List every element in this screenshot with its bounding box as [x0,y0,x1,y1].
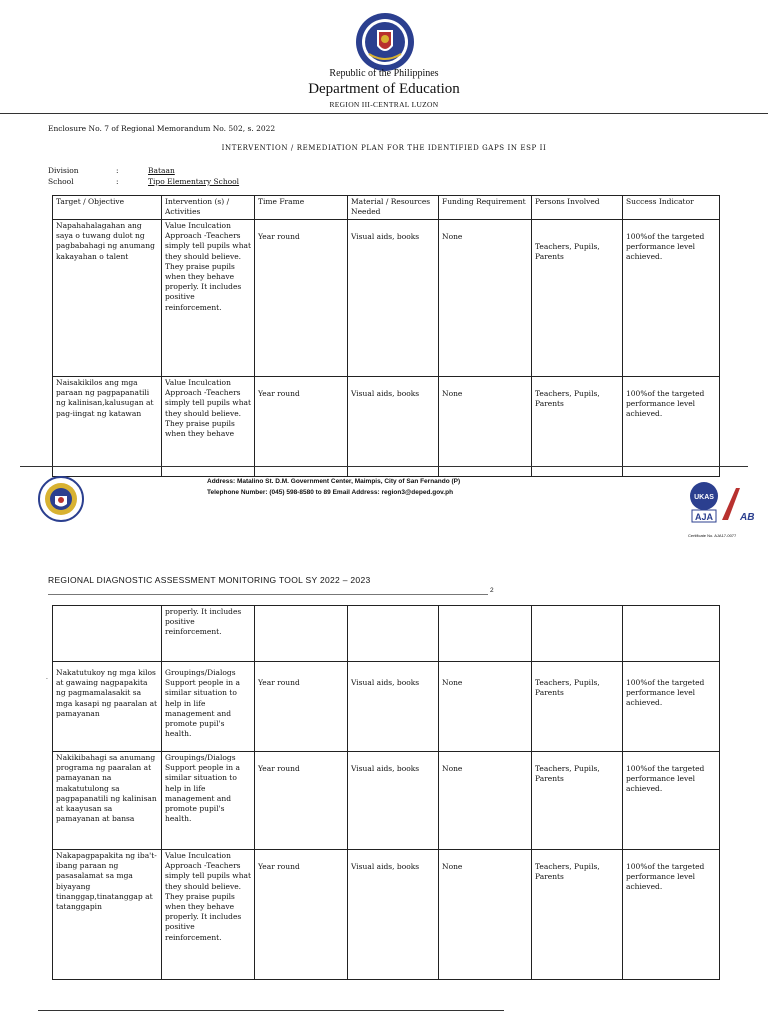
plan-table-page1 [52,195,720,477]
region-heading: REGION III-CENTRAL LUZON [329,100,439,109]
monitoring-rule [48,594,488,595]
cell-persons: Teachers, Pupils, Parents [532,220,623,377]
cell-funding: None [439,662,532,752]
division-colon: : [116,166,119,175]
deped-seal-logo [355,12,415,72]
cell-time-frame: Year round [255,752,348,850]
cell-materials: Visual aids, books [348,220,439,377]
cell-empty [255,606,348,662]
plan-table-page1-frame [52,195,720,463]
cell-intervention: Groupings/Dialogs Support people in a similar situation to help in life management and promote pupil's health. [162,752,255,850]
cell-target: Nakikibahagi sa anumang programa ng paaralan at pamayanan na makatutulong sa pagpapanatili ng kalinisan at kaayusan sa pamayanan at bansa [53,752,162,850]
cell-success: 100%of the targeted performance level achieved. [623,850,720,980]
header-funding: Funding Requirement [439,196,532,220]
republic-heading: Republic of the Philippines [329,68,439,79]
cell-empty [532,606,623,662]
certificate-number: Certificate No. AJA17-0077 [688,533,737,538]
table-row [53,377,720,477]
cell-intervention: Value Inculcation Approach -Teachers simply tell pupils what they should believe. They praise pupils when they behave properly. It includes positive reinforcement. [162,220,255,377]
cell-funding: None [439,752,532,850]
cell-target: Napahahalagahan ang saya o tuwang dulot ng pagbabahagi ng anumang kakayahan o talent [53,220,162,377]
school-label: School [48,177,74,186]
school-colon: : [116,177,119,186]
table-row [53,220,720,377]
cell-funding: None [439,220,532,377]
plan-table-page2 [52,605,720,980]
deped-footer-seal-logo [38,476,84,522]
table-row-continued [53,606,720,662]
cell-time-frame: Year round [255,662,348,752]
cell-time-frame: Year round [255,377,348,477]
cell-materials: Visual aids, books [348,850,439,980]
cell-intervention: Value Inculcation Approach -Teachers simply tell pupils what they should believe. They praise pupils when they behave [162,377,255,477]
plan-title: INTERVENTION / REMEDIATION PLAN FOR THE IDENTIFIED GAPS IN ESP II [221,144,547,152]
cell-empty [439,606,532,662]
school-value: Tipo Elementary School [148,177,240,186]
bottom-rule [38,1010,504,1011]
footer-rule [20,466,748,467]
cell-target: Naisakikilos ang mga paraan ng pagpapanatili ng kalinisan,kalusugan at pag-iingat ng katawan [53,377,162,477]
cell-success: 100%of the targeted performance level achieved. [623,662,720,752]
cell-success: 100%of the targeted performance level achieved. [623,752,720,850]
table-row [53,662,720,752]
page-number: 2 [490,587,494,594]
header-intervention: Intervention (s) / Activities [162,196,255,220]
cell-empty [623,606,720,662]
cell-intervention: Value Inculcation Approach -Teachers simply tell pupils what they should believe. They praise pupils when they behave properly. It includes positive reinforcement. [162,850,255,980]
cell-target: Nakatutukoy ng mga kilos at gawaing nagpapakita ng pagmamalasakit sa mga kasapi ng paaralan at pamayanan [53,662,162,752]
monitoring-tool-title: REGIONAL DIAGNOSTIC ASSESSMENT MONITORING TOOL SY 2022 – 2023 [48,575,371,585]
department-heading: Department of Education [308,81,460,97]
cell-time-frame: Year round [255,220,348,377]
cell-target-empty [53,606,162,662]
cell-empty [348,606,439,662]
cell-materials: Visual aids, books [348,377,439,477]
footer-contact: Telephone Number: (045) 598-8580 to 89 Email Address: region3@deped.gov.ph [207,489,454,496]
footer-address-block [207,476,460,498]
cert-logo-text-ukas: UKAS [694,494,714,501]
certification-logo [688,480,755,530]
header-success: Success Indicator [623,196,720,220]
cert-logo-text-aja: AJA [694,512,714,522]
cell-funding: None [439,850,532,980]
cell-funding: None [439,377,532,477]
table-row [53,850,720,980]
division-label: Division [48,166,79,175]
cell-success: 100%of the targeted performance level achieved. [623,377,720,477]
cell-persons: Teachers, Pupils, Parents [532,662,623,752]
cell-success: 100%of the targeted performance level achieved. [623,220,720,377]
header-target: Target / Objective [53,196,162,220]
margin-mark: · [46,676,48,683]
cell-persons: Teachers, Pupils, Parents [532,752,623,850]
cell-materials: Visual aids, books [348,752,439,850]
header-persons: Persons Involved [532,196,623,220]
cell-persons: Teachers, Pupils, Parents [532,850,623,980]
cell-intervention: Groupings/Dialogs Support people in a similar situation to help in life management and promote pupil's health. [162,662,255,752]
cell-persons: Teachers, Pupils, Parents [532,377,623,477]
header-materials: Material / Resources Needed [348,196,439,220]
header-rule [0,113,768,114]
cell-target: Nakapagpapakita ng iba't-ibang paraan ng pasasalamat sa mga biyayang tinanggap,tinatanggap at tatanggapin [53,850,162,980]
table-header-row [53,196,720,220]
svg-text:AB: AB [740,512,755,523]
division-value: Bataan [148,166,175,175]
cell-intervention-continued: properly. It includes positive reinforcement. [162,606,255,662]
table-row [53,752,720,850]
cell-materials: Visual aids, books [348,662,439,752]
cell-time-frame: Year round [255,850,348,980]
footer-address: Address: Matalino St. D.M. Government Center, Maimpis, City of San Fernando (P) [207,478,461,485]
header-time-frame: Time Frame [255,196,348,220]
enclosure-note: Enclosure No. 7 of Regional Memorandum No. 502, s. 2022 [48,124,276,133]
